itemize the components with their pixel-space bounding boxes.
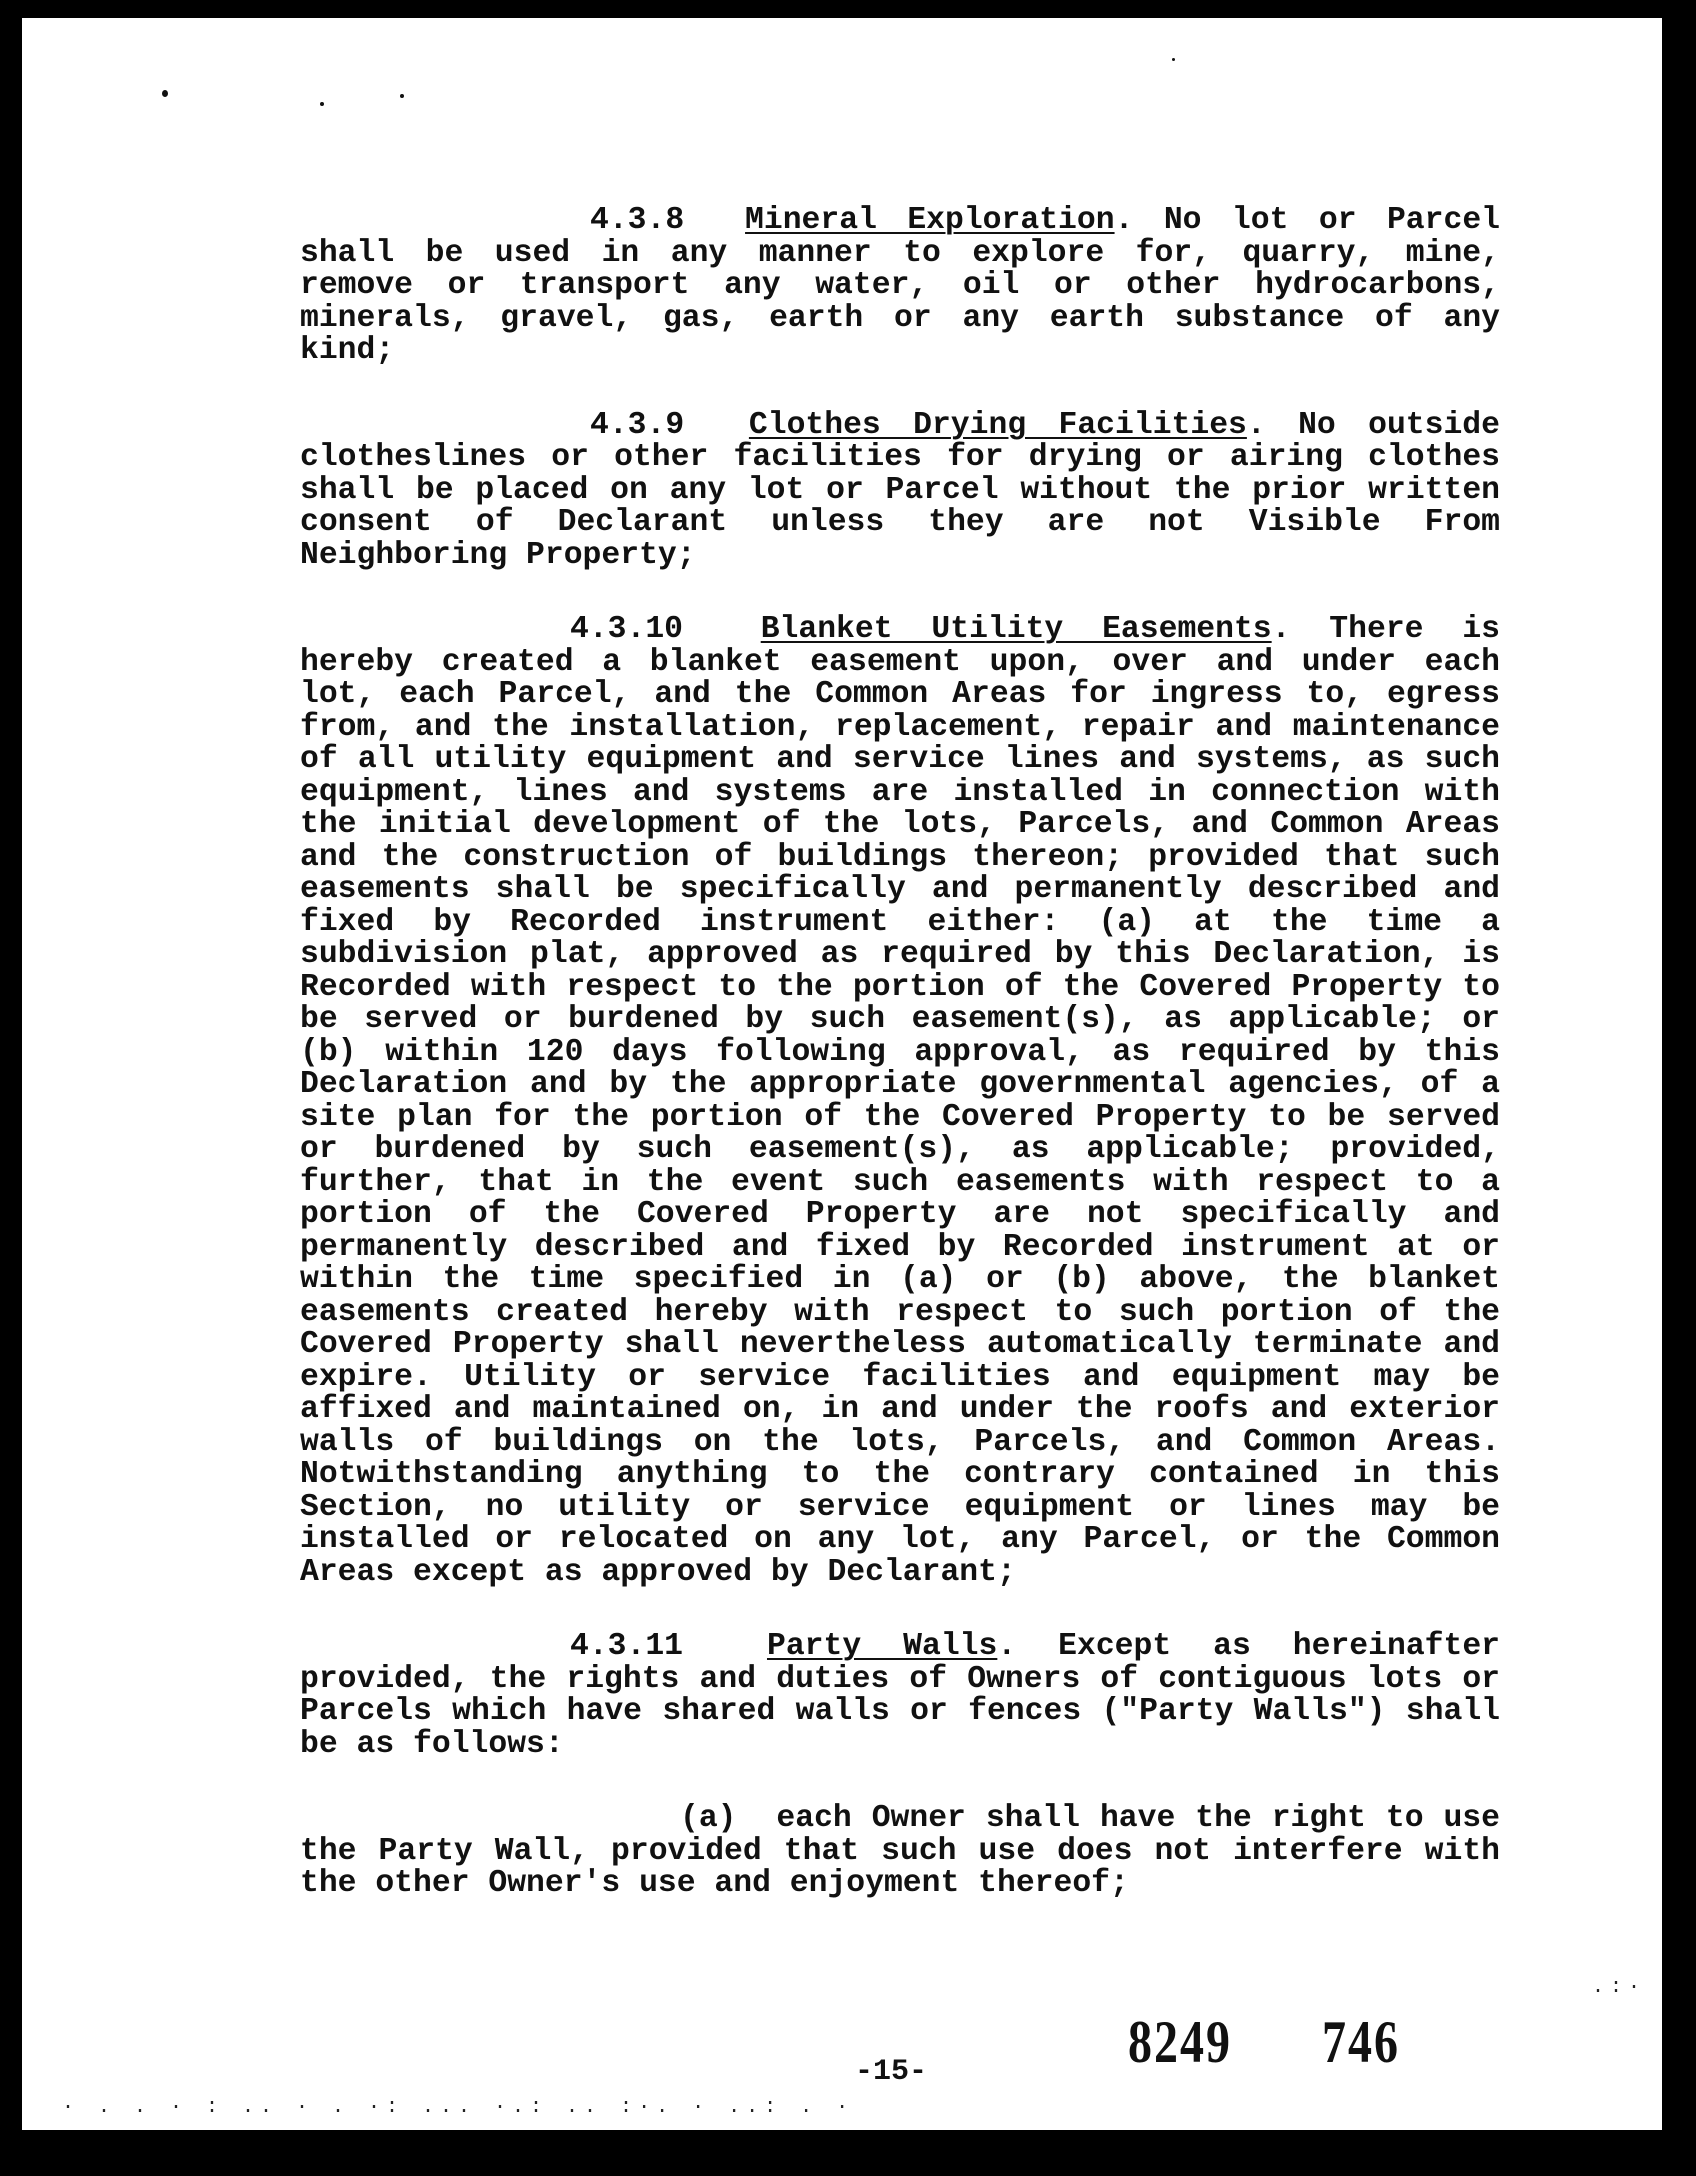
section-4-3-9 (300, 407, 1500, 573)
section-paragraph (300, 205, 1500, 368)
edge-noise: .:· (1592, 1976, 1647, 1999)
section-4-3-10 (300, 614, 1500, 1589)
spacer (300, 1589, 1500, 1631)
section-title: Blanket Utility Easements (760, 612, 1272, 647)
spacer (300, 1761, 1500, 1803)
edge-noise: · . . · : .. · . ·: ... ·.: .. :·. · ..: . · (62, 2096, 855, 2119)
subsection-a (300, 1803, 1500, 1901)
section-paragraph (300, 1631, 1500, 1761)
subsection-label: (a) (680, 1801, 737, 1836)
section-number: 4.3.11 (570, 1629, 684, 1664)
spacer (300, 368, 1500, 410)
scan-speck (162, 90, 168, 97)
section-number: 4.3.9 (590, 407, 685, 443)
section-text: . No lot or Parcel shall be used in any manner to explore for, quarry, mine, remove or transport any water, oil or other hydrocarbons, minerals, gravel, gas, earth or any earth substance of any kind; (300, 203, 1500, 368)
scan-speck (400, 94, 404, 98)
stamp-book-number: 8249 (1128, 2009, 1232, 2076)
scan-speck (320, 102, 324, 106)
scan-speck (1172, 58, 1175, 61)
section-text: . There is hereby created a blanket easement upon, over and under each lot, each Parcel, and the Common Areas for ingress to, egress from, and the installation, replacement, repair and maintenance of all utility equipment and service lines and systems, as such equipment, lines and systems are installed in connection with the initial development of the lots, Parcels, and Common Areas and the construction of buildings thereon; provided that such easements shall be specifically and permanently described and fixed by Recorded instrument either: (a) at the time a subdivision plat, approved as required by this Declaration, is Recorded with respect to the portion of the Covered Property to be served or burdened by such easement(s), as applicable; or (b) within 120 days following approval, as required by this Declaration and by the appropriate governmental agencies, of a site plan for the portion of the Covered Property to be served or burdened by such easement(s), as applicable; provided, further, that in the event such easements with respect to a portion of the Covered Property are not specifically and permanently described and fixed by Recorded instrument at or within the time specified in (a) or (b) above, the blanket easements created hereby with respect to such portion of the Covered Property shall nevertheless automatically terminate and expire. Utility or service facilities and equipment may be affixed and maintained on, in and under the roofs and exterior walls of buildings on the lots, Parcels, and Common Areas. Notwithstanding anything to the contrary contained in this Section, no utility or service equipment or lines may be installed or relocated on any lot, any Parcel, or the Common Areas except as approved by Declarant; (300, 612, 1501, 1590)
section-paragraph (300, 614, 1500, 1589)
recording-stamp (1128, 2008, 1400, 2077)
section-text: . Except as hereinafter provided, the rights and duties of Owners of contiguous lots or Parcels which have shared walls or fences ("Party Walls") shall be as follows: (300, 1629, 1501, 1762)
stamp-page-number: 746 (1322, 2009, 1400, 2076)
spacer (300, 572, 1500, 614)
section-number: 4.3.10 (570, 612, 684, 647)
section-4-3-11 (300, 1631, 1500, 1761)
section-text: . No outside clotheslines or other facilities for drying or airing clothes shall be placed on any lot or Parcel without the prior written consent of Declarant unless they are not Visible From Neighboring Property; (300, 407, 1500, 573)
subsection-paragraph (300, 1803, 1500, 1901)
page-number: -15- (855, 2055, 928, 2089)
subsection-text: each Owner shall have the right to use the Party Wall, provided that such use does not interfere with the other Owner's use and enjoyment thereof; (300, 1801, 1500, 1901)
section-title: Mineral Exploration (745, 203, 1115, 238)
section-4-3-8 (300, 205, 1500, 368)
section-paragraph (300, 407, 1500, 573)
document-body (300, 205, 1500, 1901)
section-number: 4.3.8 (590, 203, 685, 238)
section-title: Clothes Drying Facilities (748, 407, 1247, 443)
section-title: Party Walls (766, 1629, 998, 1664)
